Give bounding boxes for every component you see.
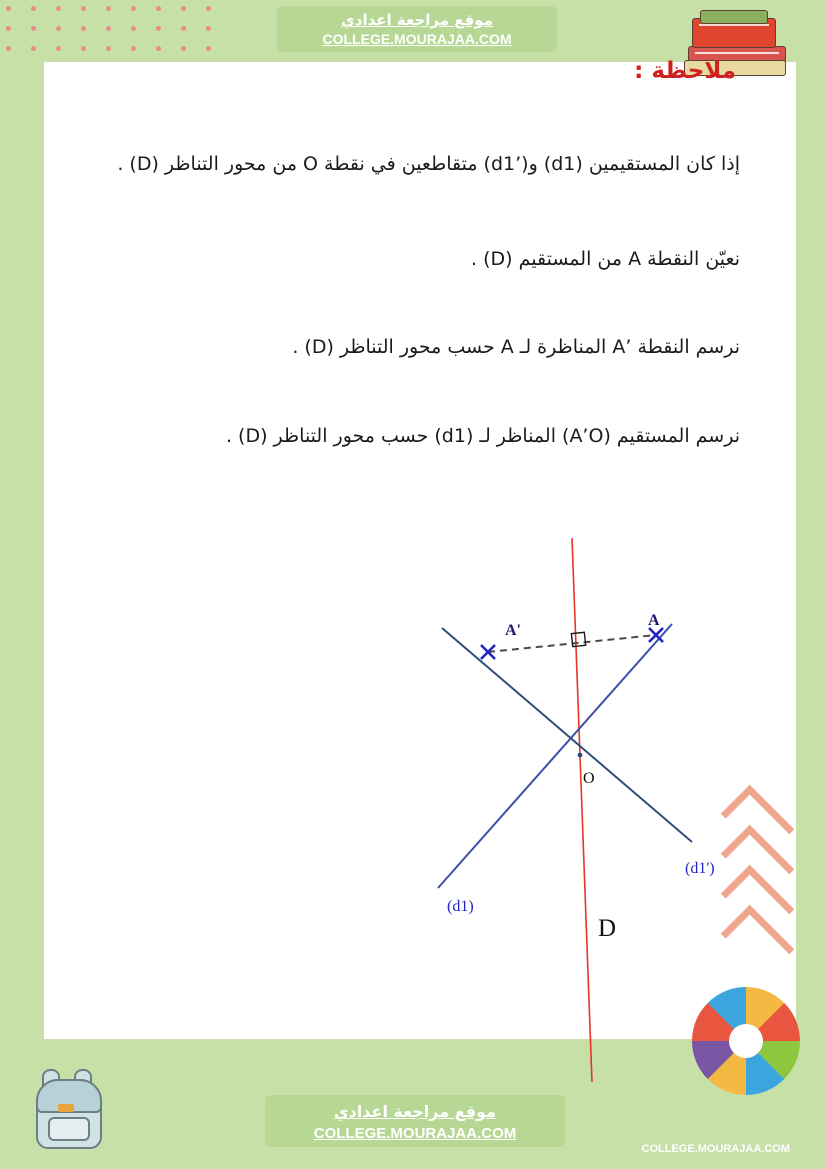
footer-site-url: COLLEGE.MOURAJAA.COM <box>313 1125 517 1143</box>
chevrons-icon <box>726 795 800 1015</box>
footer-site-title-ar: موقع مراجعة اعدادي <box>333 1102 497 1121</box>
right-angle-mark <box>571 632 585 646</box>
remark-title: ملاحظة : <box>634 58 736 84</box>
figure-svg <box>420 530 750 1090</box>
site-header-banner <box>277 6 557 52</box>
school-supplies-circle-icon <box>692 987 800 1095</box>
site-footer-banner <box>265 1095 565 1147</box>
symmetry-axis-line <box>572 538 592 1082</box>
paragraph-4: نرسم المستقيم (A’O) المناظر لـ (d1) حسب محور التناظر (D) . <box>225 424 740 447</box>
point-a-marker <box>649 628 663 642</box>
backpack-icon <box>22 1059 112 1155</box>
axial-symmetry-figure <box>420 530 750 1090</box>
line-d1 <box>438 624 672 888</box>
left-band <box>0 0 44 1169</box>
lesson-text <box>70 150 740 498</box>
label-d1-prime: (d1') <box>685 860 715 877</box>
site-title-ar: موقع مراجعة اعدادي <box>341 11 493 29</box>
paragraph-2: نعيّن النقطة A من المستقيم (D) . <box>471 247 740 270</box>
label-a: A <box>648 612 660 629</box>
label-axis-d: D <box>598 915 617 942</box>
paragraph-1: إذا كان المستقيمين (d1) و(’d1) متقاطعين في نقطة O من محور التناظر (D) . <box>117 153 740 175</box>
dots-decoration <box>6 6 211 52</box>
point-o-marker <box>578 753 583 758</box>
label-o: O <box>583 770 595 787</box>
label-d1: (d1) <box>447 898 474 915</box>
line-d1-prime <box>442 628 692 842</box>
corner-credit: COLLEGE.MOURAJAA.COM <box>641 1143 790 1155</box>
right-band <box>796 0 826 1169</box>
paragraph-3: نرسم النقطة ’A المناظرة لـ A حسب محور التناظر (D) . <box>292 336 740 358</box>
label-a-prime: A' <box>505 622 521 639</box>
site-url: COLLEGE.MOURAJAA.COM <box>322 31 512 48</box>
